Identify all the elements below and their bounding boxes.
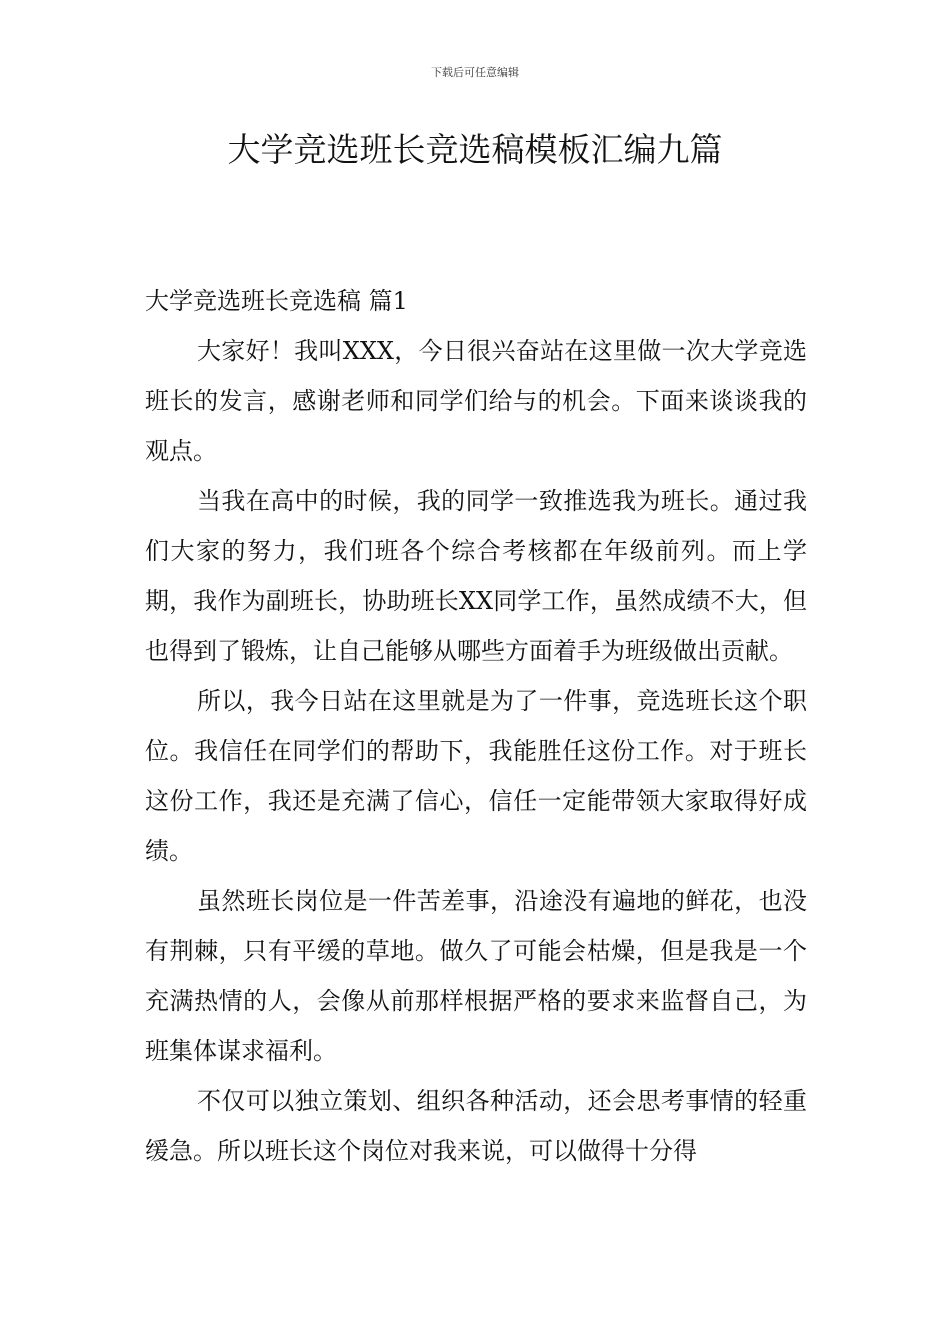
- paragraph-1: 大家好！我叫XXX，今日很兴奋站在这里做一次大学竞选班长的发言，感谢老师和同学们给与的机会。下面来谈谈我的观点。: [145, 337, 807, 465]
- paragraph-4: 虽然班长岗位是一件苦差事，沿途没有遍地的鲜花，也没有荆棘，只有平缓的草地。做久了可能会枯燥，但是我是一个充满热情的人，会像从前那样根据严格的要求来监督自己，为班集体谋求福利。: [145, 887, 807, 1065]
- document-title: 大学竞选班长竞选稿模板汇编九篇: [227, 130, 723, 169]
- header-note: 下载后可任意编辑: [431, 66, 519, 79]
- document-body: [145, 276, 807, 1176]
- paragraph-2: 当我在高中的时候，我的同学一致推选我为班长。通过我们大家的努力，我们班各个综合考核都在年级前列。而上学期，我作为副班长，协助班长XX同学工作，虽然成绩不大，但也得到了锻炼，让自己能够从哪些方面着手为班级做出贡献。: [145, 487, 807, 665]
- paragraph-5: 不仅可以独立策划、组织各种活动，还会思考事情的轻重缓急。所以班长这个岗位对我来说，可以做得十分得: [145, 1087, 807, 1165]
- paragraph-3: 所以，我今日站在这里就是为了一件事，竞选班长这个职位。我信任在同学们的帮助下，我能胜任这份工作。对于班长这份工作，我还是充满了信心，信任一定能带领大家取得好成绩。: [145, 687, 807, 865]
- section-heading: 大学竞选班长竞选稿 篇1: [145, 287, 408, 315]
